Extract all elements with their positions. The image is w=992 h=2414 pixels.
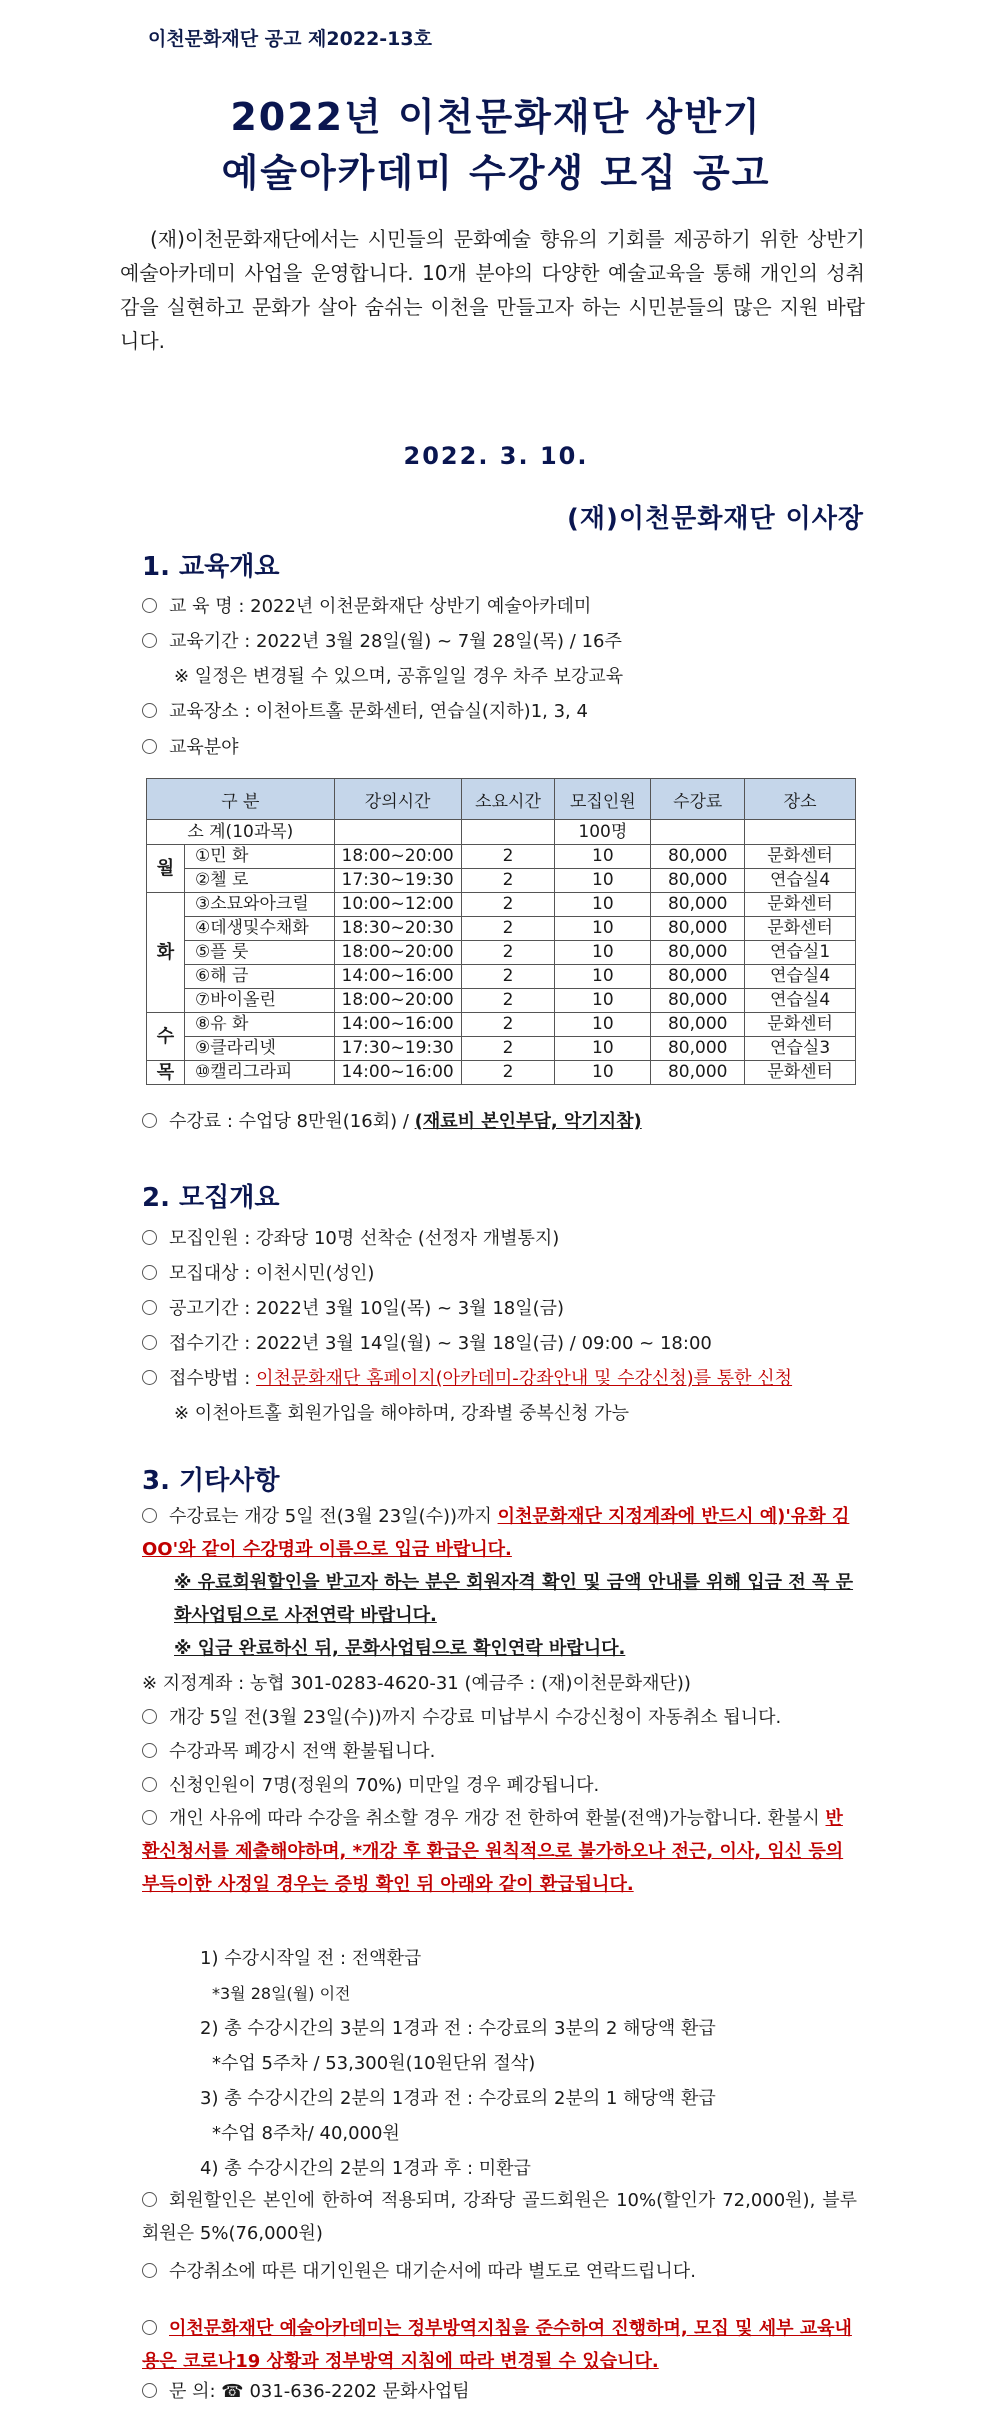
s2-notice-period: 공고기간 : 2022년 3월 10일(목) ~ 3월 18일(금) bbox=[142, 1297, 564, 1321]
header-time: 강의시간 bbox=[334, 779, 461, 820]
s3-member-note: ※ 유료회원할인을 받고자 하는 분은 회원자격 확인 및 금액 안내를 위해 입금 전 꼭 문화사업팀으로 사전연락 바랍니다. bbox=[174, 1572, 854, 1626]
s1-period: 교육기간 : 2022년 3월 28일(월) ~ 7월 28일(목) / 16주 bbox=[142, 630, 622, 654]
s3-confirm-note: ※ 입금 완료하신 뒤, 문화사업팀으로 확인연락 바랍니다. bbox=[174, 1638, 626, 1659]
circle-bullet-icon bbox=[142, 703, 157, 718]
title-line-2: 예술아카데미 수강생 모집 공고 bbox=[221, 151, 771, 195]
header-category: 구 분 bbox=[147, 779, 335, 820]
s3-fee-payment: 수강료는 개강 5일 전(3월 23일(수))까지 이천문화재단 지정계좌에 반드시 예)'유화 김OO'와 같이 수강명과 이름으로 입금 바랍니다. bbox=[142, 1506, 850, 1560]
s3-account: ※ 지정계좌 : 농협 301-0283-4620-31 (예금주 : (재)이천문화재단)) bbox=[142, 1673, 691, 1694]
circle-bullet-icon bbox=[142, 739, 157, 754]
circle-bullet-icon bbox=[142, 1709, 157, 1724]
s2-note: ※ 이천아트홀 회원가입을 해야하며, 강좌별 중복신청 가능 bbox=[174, 1403, 630, 1424]
table-row: ④데생및수채화 18:30~20:30 2 10 80,000 문화센터 bbox=[147, 917, 856, 941]
s1-period-note: ※ 일정은 변경될 수 있으며, 공휴일일 경우 차주 보강교육 bbox=[174, 666, 624, 687]
section-1-title: 1. 교육개요 bbox=[142, 552, 280, 582]
circle-bullet-icon bbox=[142, 598, 157, 613]
table-row: 목 ⑩캘리그라피 14:00~16:00 2 10 80,000 문화센터 bbox=[147, 1061, 856, 1085]
s2-apply-method: 접수방법 : 이천문화재단 홈페이지(아카데미-강좌안내 및 수강신청)를 통한 신청 bbox=[142, 1367, 792, 1391]
issuer: (재)이천문화재단 이사장 bbox=[567, 504, 864, 534]
refund-rule-1: 1) 수강시작일 전 : 전액환급 bbox=[200, 1948, 422, 1969]
circle-bullet-icon bbox=[142, 1300, 157, 1315]
day-thu: 목 bbox=[147, 1061, 185, 1085]
table-row: 월 ①민 화 18:00~20:00 2 10 80,000 문화센터 bbox=[147, 845, 856, 869]
refund-rule-2: 2) 총 수강시간의 3분의 1경과 전 : 수강료의 3분의 2 해당액 환급 bbox=[200, 2018, 716, 2039]
s2-apply-period: 접수기간 : 2022년 3월 14일(월) ~ 3월 18일(금) / 09:00 ~ 18:00 bbox=[142, 1332, 712, 1356]
day-wed: 수 bbox=[147, 1013, 185, 1061]
table-row: 수 ⑧유 화 14:00~16:00 2 10 80,000 문화센터 bbox=[147, 1013, 856, 1037]
refund-rule-1-note: *3월 28일(월) 이전 bbox=[212, 1984, 351, 2003]
s3-contact: 문 의: ☎ 031-636-2202 문화사업팀 bbox=[142, 2380, 470, 2404]
s1-course-name: 교 육 명 : 2022년 이천문화재단 상반기 예술아카데미 bbox=[142, 595, 591, 619]
s3-auto-cancel: 개강 5일 전(3월 23일(수))까지 수강료 미납부시 수강신청이 자동취소 됩니다. bbox=[142, 1706, 781, 1730]
s3-waitlist: 수강취소에 따른 대기인원은 대기순서에 따라 별도로 연락드립니다. bbox=[142, 2260, 696, 2284]
header-place: 장소 bbox=[745, 779, 856, 820]
table-row: ⑥해 금 14:00~16:00 2 10 80,000 연습실4 bbox=[147, 965, 856, 989]
circle-bullet-icon bbox=[142, 1810, 157, 1825]
circle-bullet-icon bbox=[142, 2263, 157, 2278]
circle-bullet-icon bbox=[142, 1230, 157, 1245]
subtotal-label: 소 계(10과목) bbox=[147, 820, 335, 845]
circle-bullet-icon bbox=[142, 1265, 157, 1280]
s1-fee: 수강료 : 수업당 8만원(16회) / (재료비 본인부담, 악기지참) bbox=[142, 1110, 642, 1134]
day-tue: 화 bbox=[147, 893, 185, 1013]
day-mon: 월 bbox=[147, 845, 185, 893]
s1-fields: 교육분야 bbox=[142, 736, 239, 760]
circle-bullet-icon bbox=[142, 2192, 157, 2207]
s3-refund-policy: 개인 사유에 따라 수강을 취소할 경우 개강 전 한하여 환불(전액)가능합니다. 환불시 반환신청서를 제출해야하며, *개강 후 환급은 원칙적으로 불가하오나 전근, 이사, 임신 등의 부득이한 사정일 경우는 증빙 확인 뒤 아래와 같이 환급됩니다. bbox=[142, 1808, 844, 1895]
table-header-row bbox=[147, 779, 856, 820]
notice-number: 이천문화재단 공고 제2022-13호 bbox=[148, 28, 432, 50]
circle-bullet-icon bbox=[142, 1508, 157, 1523]
section-2-title: 2. 모집개요 bbox=[142, 1183, 280, 1213]
circle-bullet-icon bbox=[142, 1113, 157, 1128]
intro-paragraph: (재)이천문화재단에서는 시민들의 문화예술 향유의 기회를 제공하기 위한 상반기 예술아카데미 사업을 운영합니다. 10개 분야의 다양한 예술교육을 통해 개인의 성취감을 실현하고 문화가 살아 숨쉬는 이천을 만들고자 하는 시민분들의 많은 지원 바랍니다. bbox=[120, 227, 865, 353]
refund-rule-3-note: *수업 8주차/ 40,000원 bbox=[212, 2123, 400, 2144]
s3-refund-cancel: 수강과목 폐강시 전액 환불됩니다. bbox=[142, 1740, 435, 1764]
schedule-table bbox=[146, 778, 856, 1085]
notice-date: 2022. 3. 10. bbox=[403, 442, 589, 470]
circle-bullet-icon bbox=[142, 1335, 157, 1350]
s2-recruit: 모집인원 : 강좌당 10명 선착순 (선정자 개별통지) bbox=[142, 1227, 559, 1251]
s3-covid-notice: 이천문화재단 예술아카데미는 정부방역지침을 준수하여 진행하며, 모집 및 세부 교육내용은 코로나19 상황과 정부방역 지침에 따라 변경될 수 있습니다. bbox=[142, 2318, 852, 2372]
s3-member-discount: 회원할인은 본인에 한하여 적용되며, 강좌당 골드회원은 10%(할인가 72,000원), 블루회원은 5%(76,000원) bbox=[142, 2190, 857, 2244]
table-row: ⑤플 룻 18:00~20:00 2 10 80,000 연습실1 bbox=[147, 941, 856, 965]
table-row: ②첼 로 17:30~19:30 2 10 80,000 연습실4 bbox=[147, 869, 856, 893]
circle-bullet-icon bbox=[142, 1370, 157, 1385]
s3-min-enroll: 신청인원이 7명(정원의 70%) 미만일 경우 폐강됩니다. bbox=[142, 1774, 599, 1798]
circle-bullet-icon bbox=[142, 633, 157, 648]
title-line-1: 2022년 이천문화재단 상반기 bbox=[230, 95, 762, 139]
section-3-title: 3. 기타사항 bbox=[142, 1466, 280, 1496]
circle-bullet-icon bbox=[142, 2320, 157, 2335]
header-hours: 소요시간 bbox=[461, 779, 555, 820]
phone-icon: ☎ bbox=[221, 2381, 250, 2402]
subtotal-row bbox=[147, 820, 856, 845]
s1-location: 교육장소 : 이천아트홀 문화센터, 연습실(지하)1, 3, 4 bbox=[142, 700, 588, 724]
s2-target: 모집대상 : 이천시민(성인) bbox=[142, 1262, 374, 1286]
table-row: ⑦바이올린 18:00~20:00 2 10 80,000 연습실4 bbox=[147, 989, 856, 1013]
header-count: 모집인원 bbox=[555, 779, 651, 820]
refund-rule-2-note: *수업 5주차 / 53,300원(10원단위 절삭) bbox=[212, 2053, 536, 2074]
refund-rule-3: 3) 총 수강시간의 2분의 1경과 전 : 수강료의 2분의 1 해당액 환급 bbox=[200, 2088, 716, 2109]
circle-bullet-icon bbox=[142, 1743, 157, 1758]
table-row: ⑨클라리넷 17:30~19:30 2 10 80,000 연습실3 bbox=[147, 1037, 856, 1061]
header-fee: 수강료 bbox=[651, 779, 745, 820]
circle-bullet-icon bbox=[142, 1777, 157, 1792]
table-row: 화 ③소묘와아크릴 10:00~12:00 2 10 80,000 문화센터 bbox=[147, 893, 856, 917]
subtotal-count: 100명 bbox=[555, 820, 651, 845]
refund-rule-4: 4) 총 수강시간의 2분의 1경과 후 : 미환급 bbox=[200, 2158, 531, 2179]
circle-bullet-icon bbox=[142, 2383, 157, 2398]
